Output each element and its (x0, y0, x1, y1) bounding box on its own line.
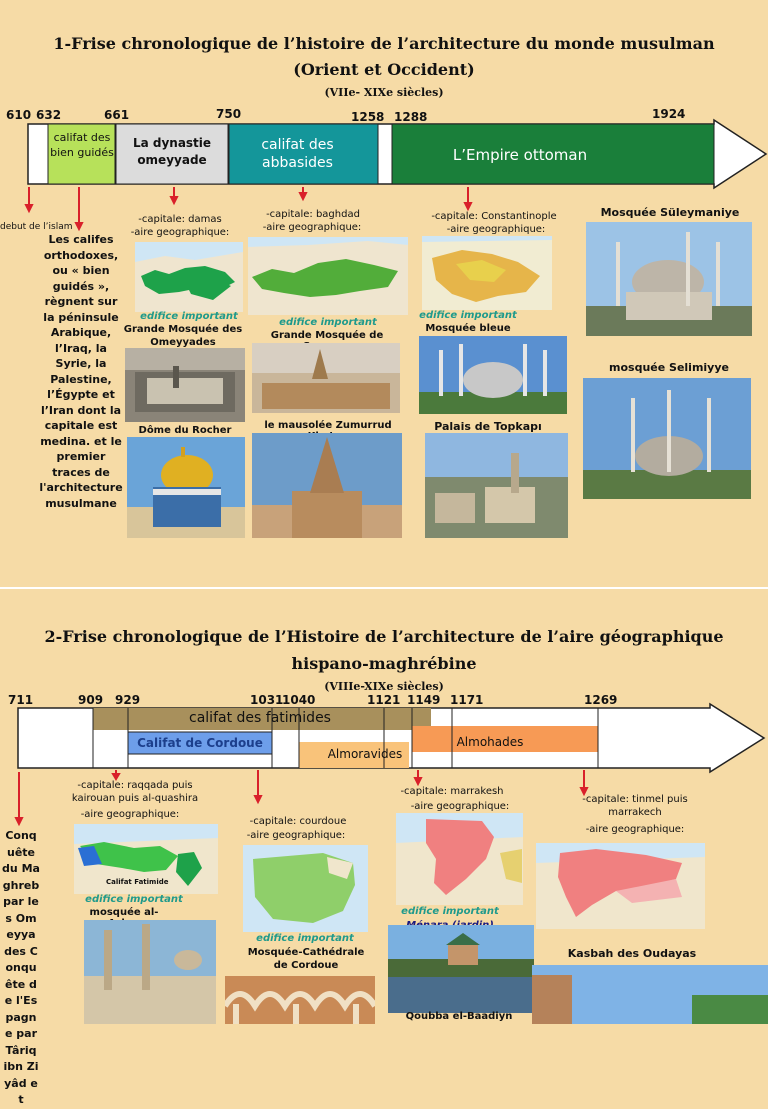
almoravides-aire: -aire geographique: (410, 801, 510, 812)
omeyyade-aire: -aire geographique: (130, 227, 230, 238)
almohades-capitale: -capitale: tinmel puis marrakech (582, 794, 688, 818)
omeyyade-capitale: -capitale: damas (138, 214, 222, 225)
omeyyade-monument1: Grande Mosquée des Omeyyades (123, 324, 243, 348)
part1-title-line1: 1-Frise chronologique de l’histoire de l’architecture du monde musulman (53, 34, 715, 53)
tick-909: 909 (78, 693, 104, 707)
cordoue-aire: -aire geographique: (246, 830, 346, 841)
dome-du-rocher-image (127, 437, 245, 538)
tick-1288: 1288 (394, 110, 428, 124)
ottoman-monument1: Mosquée bleue (425, 323, 511, 334)
tick-1040: 1040 (282, 693, 316, 707)
cordoue-edifice: edifice important (256, 933, 354, 944)
tick-610: 610 (6, 108, 32, 122)
part2-title-line2: hispano-maghrébine (291, 654, 477, 673)
fatimides-monument1: mosquée al- (89, 907, 159, 918)
abbasides-aire: -aire geographique: (262, 222, 362, 233)
ottoman-monument2: Palais de Topkapı (434, 420, 542, 433)
mosquee-bleue-image (419, 336, 567, 414)
period-fatimides: califat des fatimides (189, 710, 331, 726)
abbasides-monument1: Grande Mosquée de (270, 330, 384, 341)
cordoue-monument1: Mosquée-Cathédrale de Cordoue (247, 947, 365, 971)
period-almohades: Almohades (456, 735, 524, 749)
omeyyade-map (135, 242, 243, 312)
conquete-description: Conquête du Maghreb par les Omeyya des Conquête de l'Espagne par Târiq ibn Ziyâd et (2, 829, 40, 1106)
period-omeyyade: La dynastie omeyyade (132, 136, 212, 167)
almoravides-edifice: edifice important (401, 906, 499, 917)
almohades-map (536, 843, 705, 929)
tick-661: 661 (104, 108, 130, 122)
tick-1149: 1149 (407, 693, 441, 707)
tick-750: 750 (216, 107, 242, 121)
mosquee-suleymaniye-image (586, 222, 752, 336)
period-abbasides: califat des abbasides (261, 137, 334, 171)
timeline-arrow-1 (0, 118, 768, 190)
tick-929: 929 (115, 693, 141, 707)
section-separator (0, 587, 768, 589)
kasbah-oudayas-image (532, 965, 768, 1024)
abbasides-edifice: edifice important (279, 317, 377, 328)
califes-description: Les califes orthodoxes, ou « bien guidés », règnent sur la péninsule Arabique, l’Iraq, la Syrie, la Palestine, l’Égypte et l’Iran dont la capitale est medina. et le premier traces de l'architecture musulmane (39, 233, 123, 510)
abbasides-capitale: -capitale: baghdad (266, 209, 360, 220)
tick-1269: 1269 (584, 693, 618, 707)
cordoue-map (243, 845, 368, 932)
tick-632: 632 (36, 108, 62, 122)
tick-1258: 1258 (351, 110, 385, 124)
almoravides-capitale: -capitale: marrakesh (400, 786, 504, 797)
ottoman-monument3: Mosquée Süleymaniye (600, 206, 740, 219)
fatimides-map-label: Califat Fatimide (106, 878, 169, 886)
fatimides-capitale: -capitale: raqqada puis kairouan puis al-quashira (71, 780, 199, 804)
mosquee-selimiyye-image (583, 378, 751, 499)
mosquee-cordoue-image (225, 976, 375, 1024)
fatimides-aire: -aire geographique: (80, 809, 180, 820)
ottoman-monument4: mosquée Selimiyye (609, 361, 729, 374)
period-bien-guides: califat des bien guidés (50, 131, 114, 159)
tick-1031: 1031 (250, 693, 284, 707)
mosquee-al-azhar-image (84, 920, 216, 1024)
grande-mosquee-omeyyades-image (125, 348, 245, 422)
omeyyade-edifice: edifice important (140, 311, 238, 322)
ottoman-map (422, 236, 552, 310)
almohades-aire: -aire geographique: (585, 824, 685, 835)
tick-1171: 1171 (450, 693, 484, 707)
part2-title-line1: 2-Frise chronologique de l’Histoire de l’architecture de l’aire géographique (44, 627, 724, 646)
debut-islam-label: debut de l’islam (0, 222, 73, 232)
ottoman-edifice: edifice important (419, 310, 517, 321)
cordoue-capitale: -capitale: courdoue (249, 816, 347, 827)
ottoman-aire: -aire geographique: (446, 224, 546, 235)
part1-subtitle: (VIIe- XIXe siècles) (324, 86, 444, 99)
almohades-monument1: Kasbah des Oudayas (567, 947, 697, 960)
fatimides-edifice: edifice important (85, 894, 183, 905)
menara-image (388, 925, 534, 1013)
almoravides-map (396, 813, 523, 905)
period-cordoue: Califat de Cordoue (137, 736, 263, 750)
part1-title-line2: (Orient et Occident) (293, 60, 475, 79)
grande-mosquee-samarra-image (252, 343, 400, 413)
tick-711: 711 (8, 693, 34, 707)
abbasides-monument2: le mausolée Zumurrud (264, 420, 392, 431)
timeline-arrow-2 (0, 702, 768, 774)
period-almoravides: Almoravides (327, 747, 403, 761)
omeyyade-monument2: Dôme du Rocher (138, 425, 232, 436)
mausolee-zumurrud-khatun-image (252, 433, 402, 538)
abbasides-map (248, 237, 408, 315)
almoravides-monument2: Qoubba el-Baadiyn (405, 1011, 513, 1022)
period-ottoman: L’Empire ottoman (452, 146, 588, 164)
tick-1924: 1924 (652, 107, 686, 121)
part2-subtitle: (VIIIe-XIXe siècles) (324, 680, 444, 693)
tick-1121: 1121 (367, 693, 401, 707)
palais-topkapi-image (425, 433, 568, 538)
ottoman-capitale: -capitale: Constantinople (431, 211, 557, 222)
